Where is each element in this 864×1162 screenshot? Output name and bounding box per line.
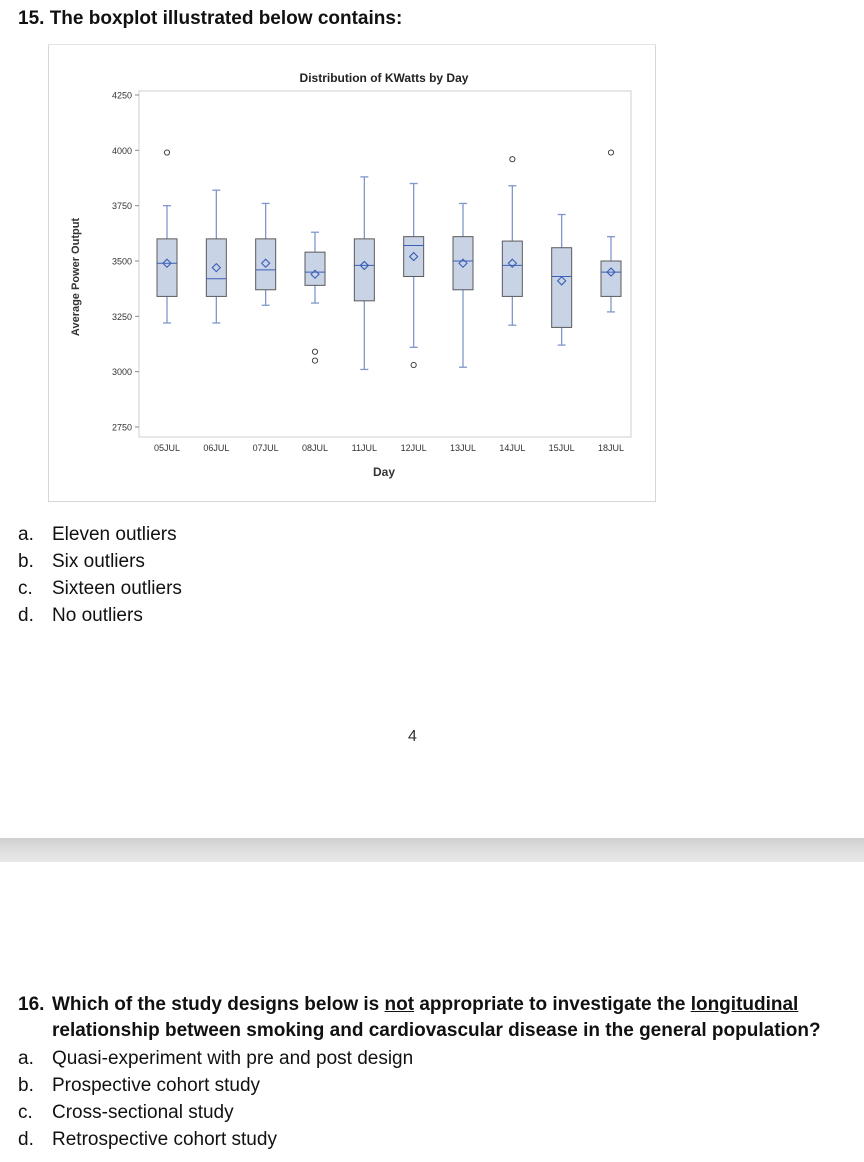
x-tick-label: 14JUL [499,443,526,453]
option-text: Prospective cohort study [52,1075,261,1096]
box-08JUL [305,232,325,363]
box-07JUL [256,203,276,305]
option-a[interactable] [18,521,182,548]
outlier-point [411,362,416,367]
option-text: Eleven outliers [52,524,177,545]
x-axis-label: Day [372,465,396,479]
option-c[interactable] [18,575,182,602]
x-tick-label: 15JUL [548,443,575,453]
page-number: 4 [408,728,417,745]
option-d[interactable] [18,602,182,629]
question-number: 16. [18,994,45,1015]
y-axis-label: Average Power Output [70,217,82,337]
option-b[interactable] [18,1072,413,1099]
x-tick-label: 11JUL [351,443,378,453]
y-tick-label: 3500 [111,256,132,267]
y-tick-label: 3750 [111,201,132,212]
title-part: Which of the study designs below is [52,994,385,1015]
y-axis [112,91,139,433]
y-tick-label: 4250 [111,90,132,101]
option-letter: b. [18,551,34,572]
x-tick-label: 05JUL [153,443,181,453]
box-iqr [552,248,572,328]
box-05JUL [157,150,177,323]
box-iqr [453,237,473,290]
outlier-point [510,157,515,162]
box-12JUL [404,184,424,368]
y-tick-label: 4000 [111,145,132,156]
page-break-divider [0,838,864,862]
option-letter: b. [18,1075,34,1096]
option-text: Cross-sectional study [52,1102,234,1123]
box-06JUL [206,190,226,323]
box-iqr [404,237,424,277]
box-iqr [502,241,522,296]
underlined-word: longitudinal [690,994,799,1015]
box-series [157,150,621,370]
box-iqr [256,239,276,290]
option-text: Retrospective cohort study [52,1129,277,1150]
box-iqr [206,239,226,297]
y-tick-label: 2750 [111,422,132,433]
x-tick-label: 07JUL [252,443,279,453]
question-16-options [18,1045,413,1153]
option-letter: c. [18,1102,33,1123]
option-text: Quasi-experiment with pre and post design [52,1048,414,1069]
option-a[interactable] [18,1045,413,1072]
option-text: Sixteen outliers [52,578,182,599]
outlier-point [608,150,613,155]
x-tick-label: 18JUL [597,443,625,453]
title-part: appropriate to investigate the [414,994,691,1015]
x-tick-label: 08JUL [301,443,329,453]
chart-title: Distribution of KWatts by Day [299,71,469,85]
option-letter: d. [18,1129,34,1150]
y-tick-label: 3000 [111,367,132,378]
x-tick-label: 13JUL [449,443,477,453]
outlier-point [164,150,169,155]
option-text: No outliers [52,605,143,626]
option-letter: a. [18,524,34,545]
option-letter: d. [18,605,34,626]
option-letter: a. [18,1048,34,1069]
box-14JUL [502,157,522,326]
option-text: Six outliers [52,551,145,572]
box-11JUL [354,177,374,370]
question-15-options [18,521,182,629]
underlined-word: not [384,994,415,1015]
x-tick-label: 06JUL [203,443,230,453]
question-15-title: 15. The boxplot illustrated below contains: [18,8,403,29]
y-tick-label: 3250 [111,311,132,322]
option-d[interactable] [18,1126,413,1153]
outlier-point [312,358,317,363]
option-letter: c. [18,578,33,599]
x-tick-label: 12JUL [400,443,427,453]
title-line-2: relationship between smoking and cardiovascular disease in the general population? [52,1020,821,1041]
box-18JUL [601,150,621,312]
boxplot-chart [48,44,656,502]
boxplot-svg [49,45,655,501]
box-13JUL [453,203,473,367]
question-16-title [18,992,858,1044]
outlier-point [312,349,317,354]
x-axis [154,443,624,453]
option-c[interactable] [18,1099,413,1126]
box-iqr [305,252,325,285]
box-15JUL [552,215,572,346]
option-b[interactable] [18,548,182,575]
box-iqr [601,261,621,296]
